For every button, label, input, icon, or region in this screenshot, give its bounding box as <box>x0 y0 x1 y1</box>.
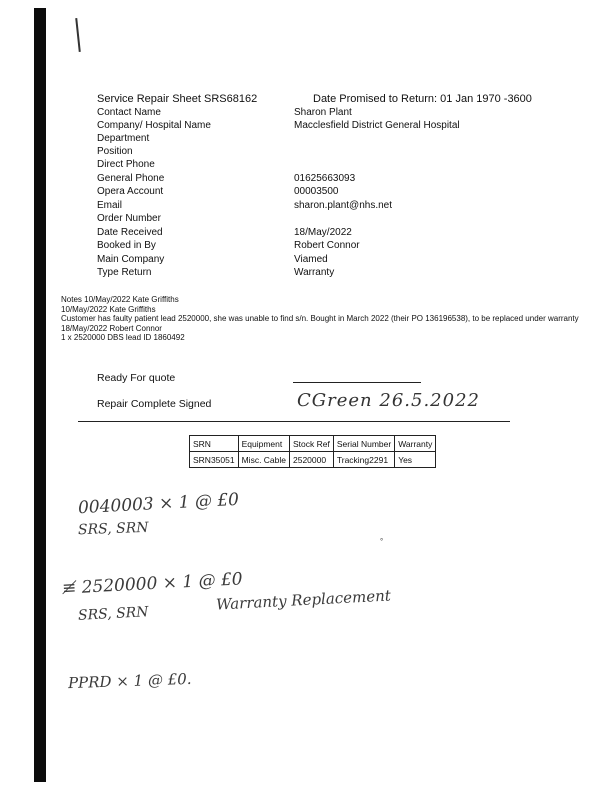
field-value: sharon.plant@nhs.net <box>294 200 392 211</box>
handwritten-note-line: Warranty Replacement <box>215 586 392 614</box>
field-label: Date Received <box>97 227 163 238</box>
field-label: Type Return <box>97 267 152 278</box>
column-header-equipment: Equipment <box>238 436 289 452</box>
field-label: General Phone <box>97 173 165 184</box>
field-value: 18/May/2022 <box>294 227 352 238</box>
section-divider <box>78 421 510 422</box>
field-value: Sharon Plant <box>294 107 352 118</box>
table-cell: Yes <box>395 452 436 468</box>
field-label: Company/ Hospital Name <box>97 120 211 131</box>
notes-line: Customer has faulty patient lead 2520000, she was unable to find s/n. Bought in March 2022 (their PO 136196538), to be replaced under warranty <box>61 314 579 324</box>
column-header-stock-ref: Stock Ref <box>290 436 334 452</box>
field-value: Viamed <box>294 254 328 265</box>
table-row <box>190 452 436 468</box>
quote-signature-line <box>293 382 421 383</box>
handwritten-note-line: SRS, SRN <box>77 519 149 539</box>
column-header-warranty: Warranty <box>395 436 436 452</box>
notes-line: Notes 10/May/2022 Kate Griffiths <box>61 295 179 304</box>
field-value: 00003500 <box>294 186 339 197</box>
handwritten-signature: CGreen 26.5.2022 <box>297 390 480 411</box>
column-header-serial-number: Serial Number <box>333 436 394 452</box>
notes-line: 18/May/2022 Robert Connor <box>61 323 162 333</box>
table-header-row <box>190 436 436 452</box>
notes-block <box>61 295 591 343</box>
handwritten-note-line: 0040003 × 1 @ £0 <box>77 489 240 519</box>
field-label: Position <box>97 146 133 157</box>
repair-complete-label: Repair Complete Signed <box>97 398 212 410</box>
handwritten-note-line: PPRD × 1 @ £0. <box>67 669 192 693</box>
notes-line: 10/May/2022 Kate Griffiths <box>61 304 156 314</box>
stray-mark: ° <box>380 537 384 546</box>
pen-mark <box>75 18 81 52</box>
field-value: Macclesfield District General Hospital <box>294 120 460 131</box>
column-header-srn: SRN <box>190 436 239 452</box>
field-label: Order Number <box>97 213 161 224</box>
field-label: Booked in By <box>97 240 156 251</box>
field-label: Opera Account <box>97 186 164 197</box>
sheet-title: Service Repair Sheet SRS68162 <box>97 93 258 105</box>
field-label: Main Company <box>97 254 165 265</box>
handwritten-note-line: ≢ 2520000 × 1 @ £0 <box>61 569 244 599</box>
table-cell: Tracking2291 <box>333 452 394 468</box>
ready-for-quote-label: Ready For quote <box>97 372 176 384</box>
field-value: 01625663093 <box>294 173 356 184</box>
srn-table <box>189 435 436 468</box>
field-label: Department <box>97 133 150 144</box>
table-cell: Misc. Cable <box>238 452 289 468</box>
field-value: Warranty <box>294 267 335 278</box>
field-label: Email <box>97 200 123 211</box>
field-label: Contact Name <box>97 107 161 118</box>
table-cell: 2520000 <box>290 452 334 468</box>
field-value: Robert Connor <box>294 240 360 251</box>
field-label: Direct Phone <box>97 159 155 170</box>
notes-line: 1 x 2520000 DBS lead ID 1860492 <box>61 333 185 343</box>
scan-edge-bar <box>34 8 46 782</box>
handwritten-note-line: SRS, SRN <box>77 604 149 624</box>
date-promised: Date Promised to Return: 01 Jan 1970 -3600 <box>313 93 532 105</box>
table-cell: SRN35051 <box>190 452 239 468</box>
